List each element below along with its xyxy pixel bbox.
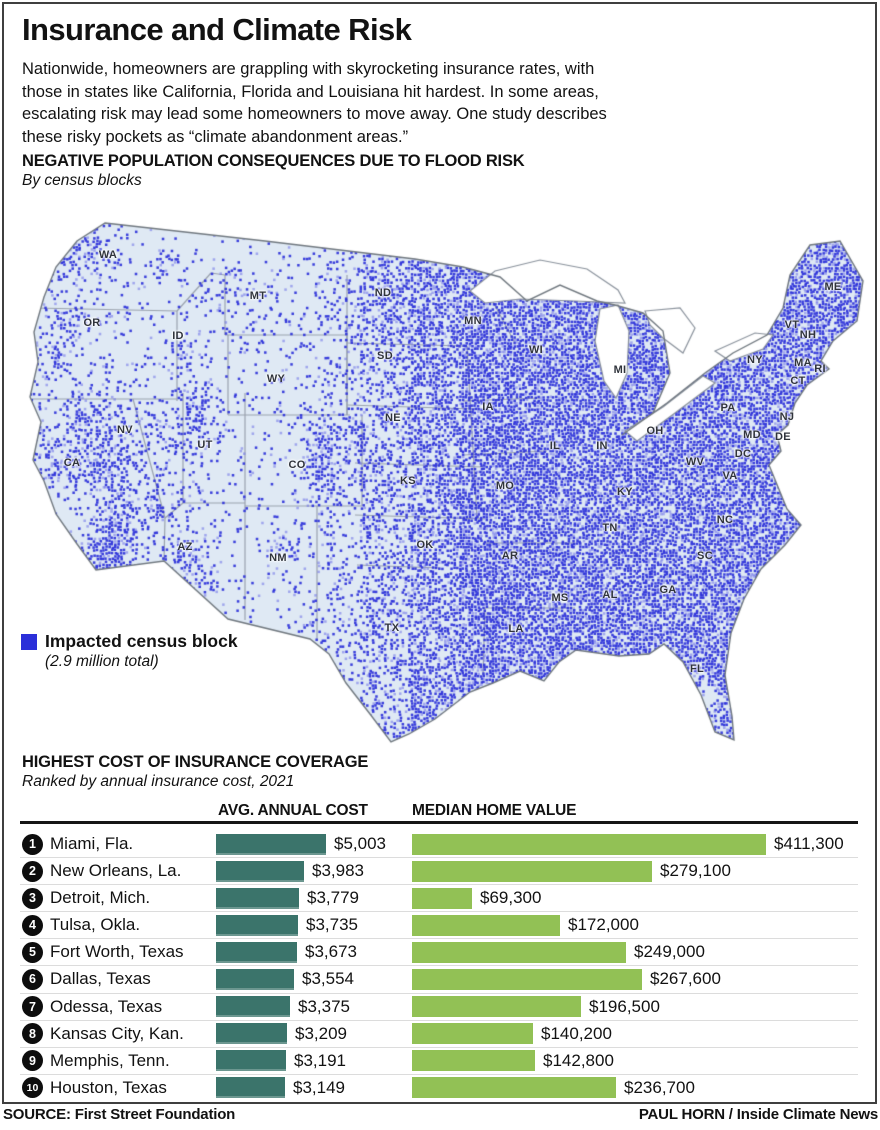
annual-cost-value: $3,375 (298, 996, 350, 1016)
city-label: Detroit, Mich. (50, 888, 151, 908)
annual-cost-bar (216, 915, 298, 936)
legend-sublabel: (2.9 million total) (45, 653, 159, 670)
header-rule (20, 821, 858, 824)
city-label: Houston, Texas (50, 1077, 167, 1097)
state-label-co: CO (288, 459, 306, 471)
home-value-value: $279,100 (660, 861, 731, 881)
home-value-value: $267,600 (650, 969, 721, 989)
home-value-bar (412, 1023, 533, 1044)
state-label-ks: KS (400, 475, 416, 487)
rank-badge: 6 (22, 969, 43, 990)
home-value-value: $249,000 (634, 942, 705, 962)
map-section-subheading: By census blocks (22, 172, 142, 189)
state-label-az: AZ (177, 541, 193, 553)
state-label-in: IN (596, 440, 608, 452)
home-value-bar (412, 834, 766, 855)
annual-cost-bar (216, 969, 294, 990)
state-label-fl: FL (689, 663, 705, 675)
annual-cost-bar (216, 1023, 287, 1044)
annual-cost-bar (216, 861, 304, 882)
state-label-al: AL (602, 589, 618, 601)
annual-cost-value: $3,209 (295, 1023, 347, 1043)
home-value-bar (412, 969, 642, 990)
source-credit: SOURCE: First Street Foundation (3, 1106, 236, 1123)
state-label-ok: OK (416, 539, 434, 551)
city-label: Miami, Fla. (50, 834, 134, 853)
state-label-md: MD (743, 429, 761, 441)
state-label-wi: WI (528, 344, 544, 356)
table-row (20, 994, 858, 1021)
state-label-ri: RI (814, 363, 826, 375)
state-label-mi: MI (613, 364, 627, 376)
page-title: Insurance and Climate Risk (22, 12, 412, 47)
state-label-oh: OH (646, 425, 664, 437)
state-label-wy: WY (266, 373, 286, 385)
state-label-ma: MA (794, 357, 812, 369)
rank-badge: 1 (22, 834, 43, 855)
state-label-or: OR (83, 317, 101, 329)
annual-cost-bar (216, 942, 297, 963)
state-label-ca: CA (63, 457, 81, 469)
rank-badge: 10 (22, 1077, 43, 1098)
state-label-nd: ND (374, 287, 392, 299)
table-row (20, 966, 858, 993)
state-label-me: ME (824, 281, 842, 293)
state-label-mt: MT (249, 290, 267, 302)
home-value-value: $196,500 (589, 996, 660, 1016)
impacted-block-swatch (21, 634, 37, 650)
rank-badge: 7 (22, 996, 43, 1017)
state-label-nj: NJ (779, 411, 795, 423)
rank-badge: 4 (22, 915, 43, 936)
map-section-heading: NEGATIVE POPULATION CONSEQUENCES DUE TO FLOOD RISK (22, 152, 525, 170)
annual-cost-value: $3,983 (312, 861, 364, 881)
state-label-ny: NY (747, 354, 763, 366)
annual-cost-value: $3,554 (302, 969, 354, 989)
home-value-value: $142,800 (543, 1050, 614, 1070)
author-credit: PAUL HORN / Inside Climate News (638, 1106, 878, 1123)
home-value-value: $69,300 (480, 888, 542, 908)
rank-badge: 9 (22, 1050, 43, 1071)
home-value-bar (412, 996, 581, 1017)
state-label-tn: TN (602, 522, 618, 534)
home-value-bar (412, 888, 472, 909)
annual-cost-value: $3,191 (294, 1050, 346, 1070)
state-label-nm: NM (269, 552, 287, 564)
annual-cost-bar (216, 1077, 285, 1098)
chart-section-heading: HIGHEST COST OF INSURANCE COVERAGE (22, 753, 369, 771)
state-label-sc: SC (697, 550, 713, 562)
state-label-mn: MN (464, 315, 482, 327)
intro-line: those in states like California, Florida and Louisiana hit hardest. In some areas, (22, 82, 599, 101)
state-label-tx: TX (384, 622, 400, 634)
state-label-wa: WA (98, 249, 118, 261)
city-label: Tulsa, Okla. (50, 915, 141, 935)
annual-cost-value: $3,735 (306, 915, 358, 935)
state-label-ct: CT (790, 375, 806, 387)
legend-label: Impacted census block (45, 631, 238, 651)
annual-cost-value: $5,003 (334, 834, 386, 853)
state-label-ne: NE (385, 412, 401, 424)
state-label-de: DE (775, 431, 791, 443)
intro-paragraph (22, 58, 607, 148)
state-label-va: VA (722, 470, 738, 482)
home-value-bar (412, 915, 560, 936)
table-row (20, 939, 858, 966)
home-value-value: $140,200 (541, 1023, 612, 1043)
city-label: Dallas, Texas (50, 969, 151, 989)
table-row (20, 1048, 858, 1075)
state-label-dc: DC (734, 448, 752, 460)
column-header-annual-cost: AVG. ANNUAL COST (218, 802, 368, 819)
rank-badge: 3 (22, 888, 43, 909)
intro-line: Nationwide, homeowners are grappling with skyrocketing insurance rates, with (22, 60, 595, 78)
intro-line: escalating risk may lead some homeowners to move away. One study describes (22, 105, 607, 123)
state-label-il: IL (549, 440, 561, 452)
insurance-cost-table (20, 831, 858, 1101)
table-row (20, 858, 858, 885)
map-legend (21, 631, 238, 671)
state-label-ut: UT (197, 439, 213, 451)
annual-cost-bar (216, 996, 290, 1017)
state-label-ar: AR (501, 550, 519, 562)
state-label-ia: IA (482, 401, 494, 413)
state-label-pa: PA (720, 402, 736, 414)
city-label: Fort Worth, Texas (50, 942, 184, 962)
home-value-value: $172,000 (568, 915, 639, 935)
flood-risk-map (15, 213, 865, 748)
table-row (20, 831, 858, 858)
rank-badge: 8 (22, 1023, 43, 1044)
city-label: New Orleans, La. (50, 861, 182, 881)
state-label-ms: MS (551, 592, 569, 604)
rank-badge: 5 (22, 942, 43, 963)
city-label: Memphis, Tenn. (50, 1050, 170, 1070)
home-value-value: $411,300 (774, 834, 844, 853)
home-value-bar (412, 942, 626, 963)
home-value-bar (412, 1077, 616, 1098)
state-label-la: LA (508, 623, 524, 635)
state-label-ky: KY (617, 486, 633, 498)
state-label-vt: VT (784, 319, 800, 331)
home-value-bar (412, 1050, 535, 1071)
table-row (20, 885, 858, 912)
column-header-home-value: MEDIAN HOME VALUE (412, 802, 577, 819)
table-row (20, 1021, 858, 1048)
footer (3, 1106, 878, 1123)
state-label-nh: NH (799, 329, 817, 341)
state-label-mo: MO (495, 480, 515, 492)
state-label-nv: NV (117, 424, 133, 436)
annual-cost-value: $3,673 (305, 942, 357, 962)
state-label-ga: GA (659, 584, 677, 596)
state-label-id: ID (172, 330, 184, 342)
annual-cost-bar (216, 1050, 286, 1071)
city-label: Kansas City, Kan. (50, 1023, 184, 1043)
annual-cost-value: $3,149 (293, 1077, 345, 1097)
home-value-value: $236,700 (624, 1077, 695, 1097)
chart-section-subheading: Ranked by annual insurance cost, 2021 (22, 773, 295, 790)
annual-cost-value: $3,779 (307, 888, 359, 908)
rank-badge: 2 (22, 861, 43, 882)
annual-cost-bar (216, 834, 326, 855)
table-row (20, 912, 858, 939)
home-value-bar (412, 861, 652, 882)
state-label-sd: SD (377, 350, 393, 362)
intro-line: these risky pockets as “climate abandonment areas.” (22, 127, 409, 146)
annual-cost-bar (216, 888, 299, 909)
state-label-wv: WV (685, 456, 705, 468)
city-label: Odessa, Texas (50, 996, 163, 1016)
state-label-nc: NC (716, 514, 734, 526)
table-row (20, 1075, 858, 1101)
